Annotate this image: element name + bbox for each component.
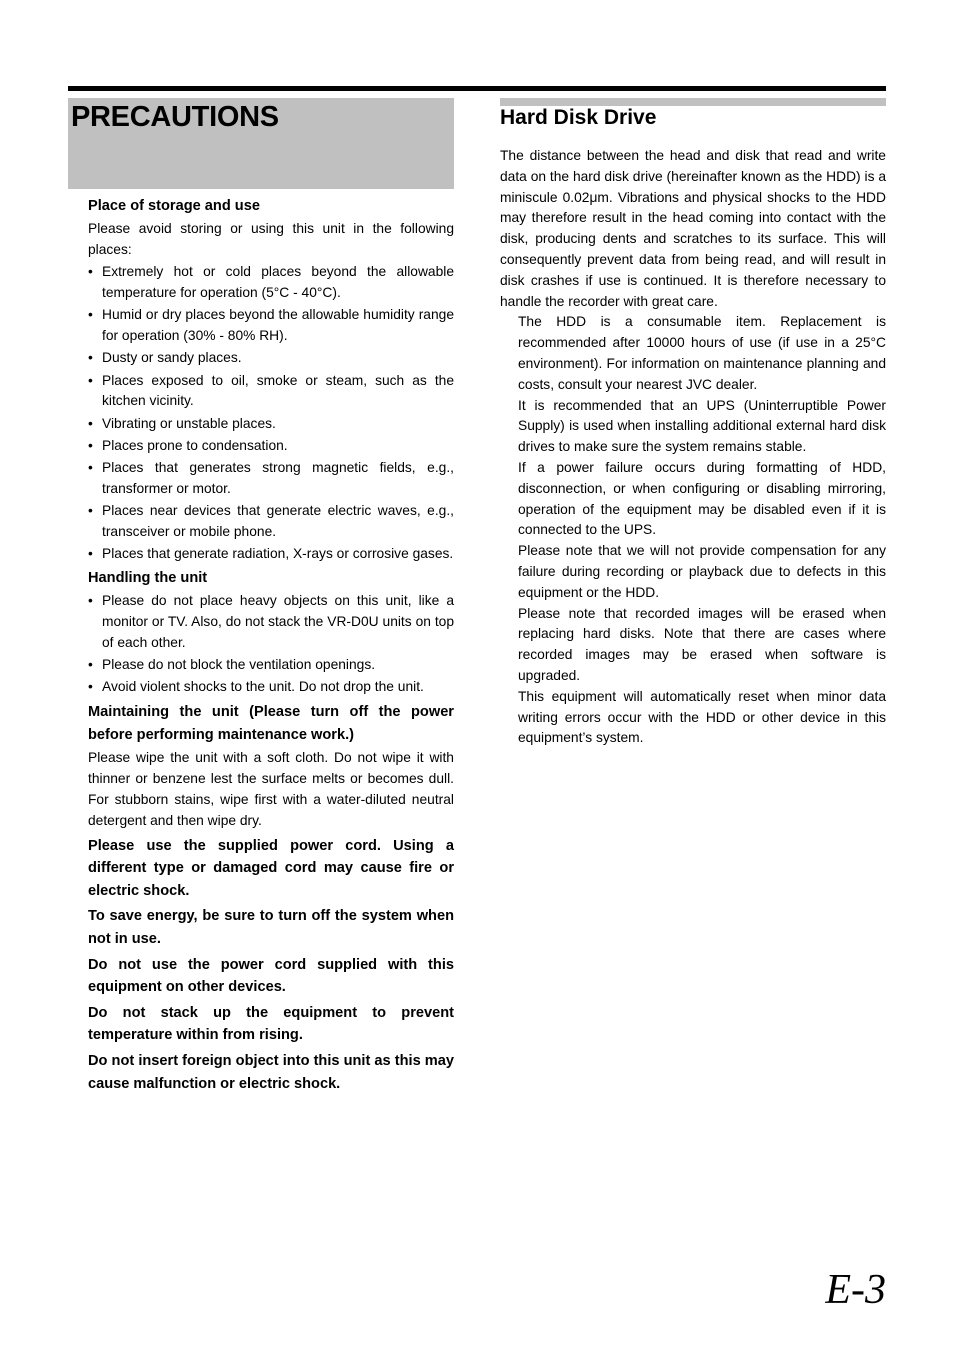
top-rule (68, 86, 886, 91)
warning-text: Please use the supplied power cord. Using a different type or damaged cord may cause fire or electric shock. (88, 837, 454, 899)
title-box (68, 98, 454, 189)
handling-list (88, 591, 454, 698)
list-item: • Places exposed to oil, smoke or steam, such as the kitchen vicinity. (88, 371, 454, 413)
list-item: • Places that generate radiation, X-rays or corrosive gases. (88, 544, 454, 565)
page-number: E-3 (825, 1267, 886, 1313)
warning-text: To save energy, be sure to turn off the system when not in use. (88, 908, 454, 947)
list-item: • Avoid violent shocks to the unit. Do not drop the unit. (88, 677, 454, 698)
page-title: PRECAUTIONS (71, 101, 279, 133)
list-item: • Vibrating or unstable places. (88, 414, 454, 435)
hdd-intro: The distance between the head and disk that read and write data on the hard disk drive (hereinafter known as the HDD) is a miniscule 0.02μm. Vibrations and physical shocks to the HDD may therefore result in the head coming into contact with the disk, producing dents and scratches to its surface. This will consequently prevent data from being read, and will result in disk crashes if use is continued. It is therefore necessary to handle the recorder with great care. (500, 148, 886, 309)
list-item: • Please do not place heavy objects on this unit, like a monitor or TV. Also, do not stack the VR-D0U units on top of each other. (88, 591, 454, 653)
storage-heading: Place of storage and use (88, 198, 260, 214)
warning-text: Do not stack up the equipment to prevent temperature within from rising. (88, 1004, 454, 1044)
list-item: • Dusty or sandy places. (88, 348, 454, 369)
hdd-note: Please note that recorded images will be erased when replacing hard disks. Note that there are cases where recorded images may be erased when software is upgraded. (518, 605, 886, 683)
warning-text: Do not use the power cord supplied with this equipment on other devices. (88, 956, 454, 996)
list-item: • Please do not block the ventilation openings. (88, 655, 454, 676)
hdd-notes (500, 312, 886, 749)
warning-text: Do not insert foreign object into this unit as this may cause malfunction or electric shock. (88, 1052, 454, 1092)
list-item: • Places that generates strong magnetic fields, e.g., transformer or motor. (88, 458, 454, 500)
hdd-note: Please note that we will not provide compensation for any failure during recording or playback due to defects in this equipment or the HDD. (518, 543, 886, 600)
hdd-heading: Hard Disk Drive (500, 106, 657, 129)
storage-list (88, 262, 454, 565)
hdd-note: If a power failure occurs during formatting of HDD, disconnection, or when configuring or disabling mirroring, operation of the equipment may be disabled even if it is connected to the UPS. (518, 459, 886, 538)
hdd-note: It is recommended that an UPS (Uninterruptible Power Supply) is used when installing additional external hard disk drives to make sure the system remains stable. (518, 397, 886, 455)
list-item: • Extremely hot or cold places beyond the allowable temperature for operation (5°C - 40°C). (88, 262, 454, 304)
handling-heading: Handling the unit (88, 570, 208, 587)
hdd-note: This equipment will automatically reset when minor data writing errors occur with the HDD or other device in this equipment’s system. (518, 688, 886, 746)
right-column (500, 146, 886, 749)
list-item: • Places near devices that generate electric waves, e.g., transceiver or mobile phone. (88, 501, 454, 543)
hdd-note: The HDD is a consumable item. Replacement is recommended after 10000 hours of use (if use in a 25°C environment). For information on maintenance planning and costs, consult your nearest JVC dealer. (518, 314, 886, 392)
list-item: • Places prone to condensation. (88, 436, 454, 457)
left-column (88, 195, 454, 1095)
section-bar (500, 98, 886, 106)
list-item: • Humid or dry places beyond the allowable humidity range for operation (30% - 80% RH). (88, 305, 454, 347)
maintain-text: Please wipe the unit with a soft cloth. Do not wipe it with thinner or benzene lest the surface melts or becomes dull. For stubborn stains, wipe first with a water-diluted neutral detergent and then wipe dry. (88, 750, 454, 828)
maintain-heading: Maintaining the unit (Please turn off the power before performing maintenance work.) (88, 704, 454, 743)
storage-intro: Please avoid storing or using this unit in the following places: (88, 221, 454, 257)
